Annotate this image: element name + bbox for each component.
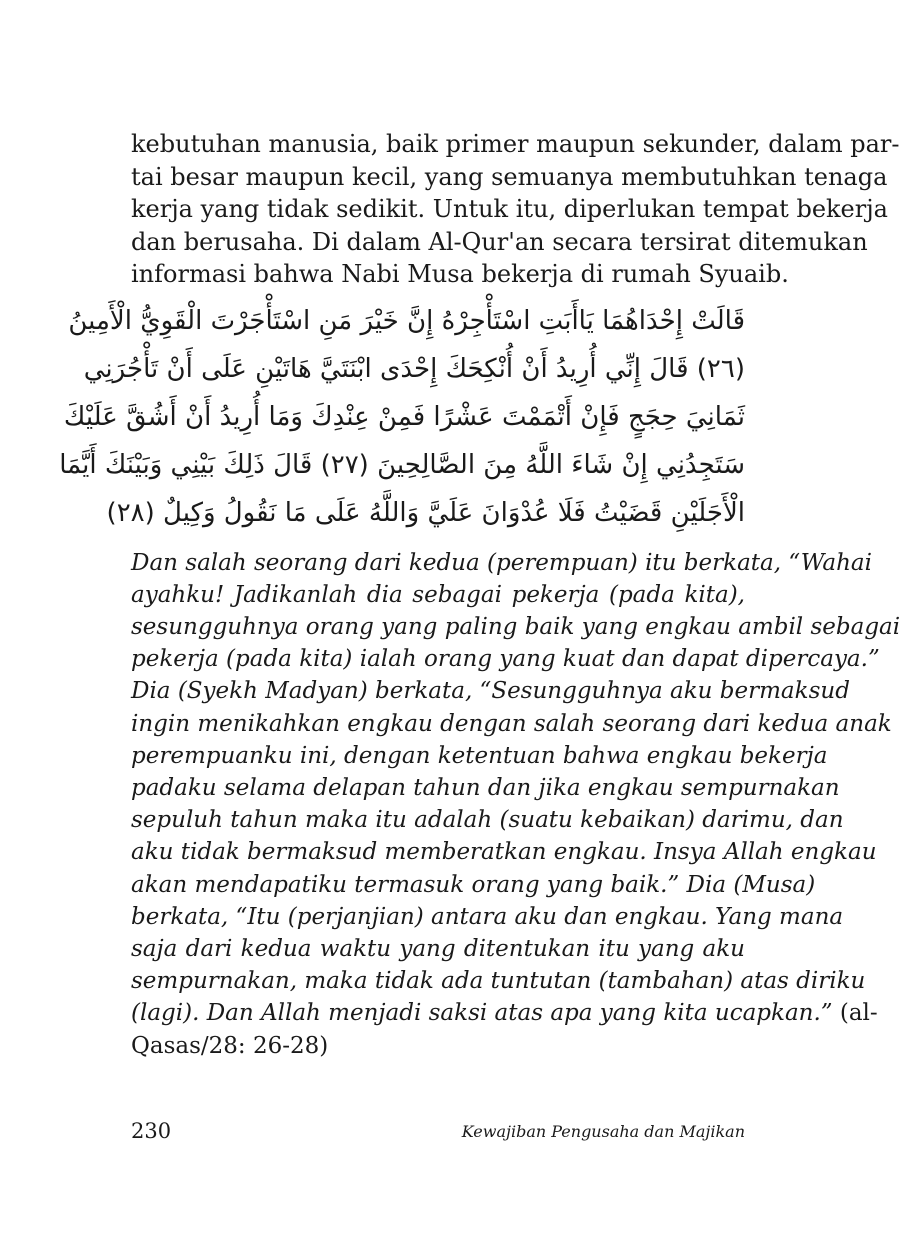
translation-line: padaku selama delapan tahun dan jika engkau sempurnakan (131, 774, 840, 801)
translation-line: perempuanku ini, dengan ketentuan bahwa engkau bekerja (131, 742, 828, 769)
body-line: kerja yang tidak sedikit. Untuk itu, diperlukan tempat bekerja (131, 195, 888, 223)
translation-line: pekerja (pada kita) ialah orang yang kuat dan dapat dipercaya.” (131, 646, 880, 673)
arabic-verse-line: قَالَتْ إِحْدَاهُمَا يَاأَبَتِ اسْتَأْجِرْهُ إِنَّ خَيْرَ مَنِ اسْتَأْجَرْتَ الْقَوِيُّ الْأَمِينُ (68, 305, 745, 336)
translation-line: (lagi). Dan Allah menjadi saksi atas apa yang kita ucapkan.” (131, 1000, 833, 1027)
body-paragraph (131, 128, 900, 291)
translation-line: sesungguhnya orang yang paling baik yang engkau ambil sebagai (131, 613, 900, 640)
arabic-verse-line: (٢٦) قَالَ إِنِّي أُرِيدُ أَنْ أُنْكِحَكَ إِحْدَى ابْنَتَيَّ هَاتَيْنِ عَلَى أَنْ تَأْجُرَنِي (83, 353, 745, 384)
arabic-verse-line: سَتَجِدُنِي إِنْ شَاءَ اللَّهُ مِنَ الصَّالِحِينَ (٢٧) قَالَ ذَلِكَ بَيْنِي وَبَيْنَكَ أَيَّمَا (59, 449, 745, 480)
body-line: tai besar maupun kecil, yang semuanya membutuhkan tenaga (131, 162, 888, 191)
translation-line: aku tidak bermaksud memberatkan engkau. Insya Allah engkau (131, 839, 877, 866)
translation-line: Dia (Syekh Madyan) berkata, “Sesungguhnya aku bermaksud (131, 678, 850, 705)
page-footer (131, 1119, 745, 1149)
running-title: Kewajiban Pengusaha dan Majikan (461, 1122, 745, 1141)
translation-line: sempurnakan, maka tidak ada tuntutan (tambahan) atas diriku (131, 968, 866, 995)
translation-line-with-citation (131, 997, 878, 1029)
body-line: dan berusaha. Di dalam Al-Qur'an secara tersirat ditemukan (131, 227, 868, 256)
translation-line: berkata, “Itu (perjanjian) antara aku dan engkau. Yang mana (131, 903, 844, 930)
body-line: kebutuhan manusia, baik primer maupun sekunder, dalam par- (131, 130, 900, 158)
verse-translation (131, 547, 900, 1062)
citation-end: Qasas/28: 26-28) (131, 1032, 329, 1059)
translation-line: ingin menikahkan engkau dengan salah seorang dari kedua anak (131, 710, 892, 737)
translation-line: saja dari kedua waktu yang ditentukan itu yang aku (131, 935, 745, 962)
translation-line: sepuluh tahun maka itu adalah (suatu kebaikan) darimu, dan (131, 807, 844, 834)
translation-line: ayahku! Jadikanlah dia sebagai pekerja (pada kita), (131, 581, 745, 608)
arabic-verse-block (59, 297, 745, 537)
body-line: informasi bahwa Nabi Musa bekerja di rumah Syuaib. (131, 260, 789, 288)
arabic-verse-line: ثَمَانِيَ حِجَجٍ فَإِنْ أَتْمَمْتَ عَشْرًا فَمِنْ عِنْدِكَ وَمَا أُرِيدُ أَنْ أَشُقَّ عَلَيْكَ (63, 401, 745, 432)
page-number: 230 (131, 1119, 172, 1143)
translation-line: akan mendapatiku termasuk orang yang baik.” Dia (Musa) (131, 871, 816, 898)
citation-start: (al- (839, 1000, 878, 1027)
page-content (59, 128, 900, 1062)
arabic-verse-line: الْأَجَلَيْنِ قَضَيْتُ فَلَا عُدْوَانَ عَلَيَّ وَاللَّهُ عَلَى مَا نَقُولُ وَكِيلٌ (٢٨) (106, 497, 745, 528)
translation-line: Dan salah seorang dari kedua (perempuan) itu berkata, “Wahai (131, 549, 872, 576)
